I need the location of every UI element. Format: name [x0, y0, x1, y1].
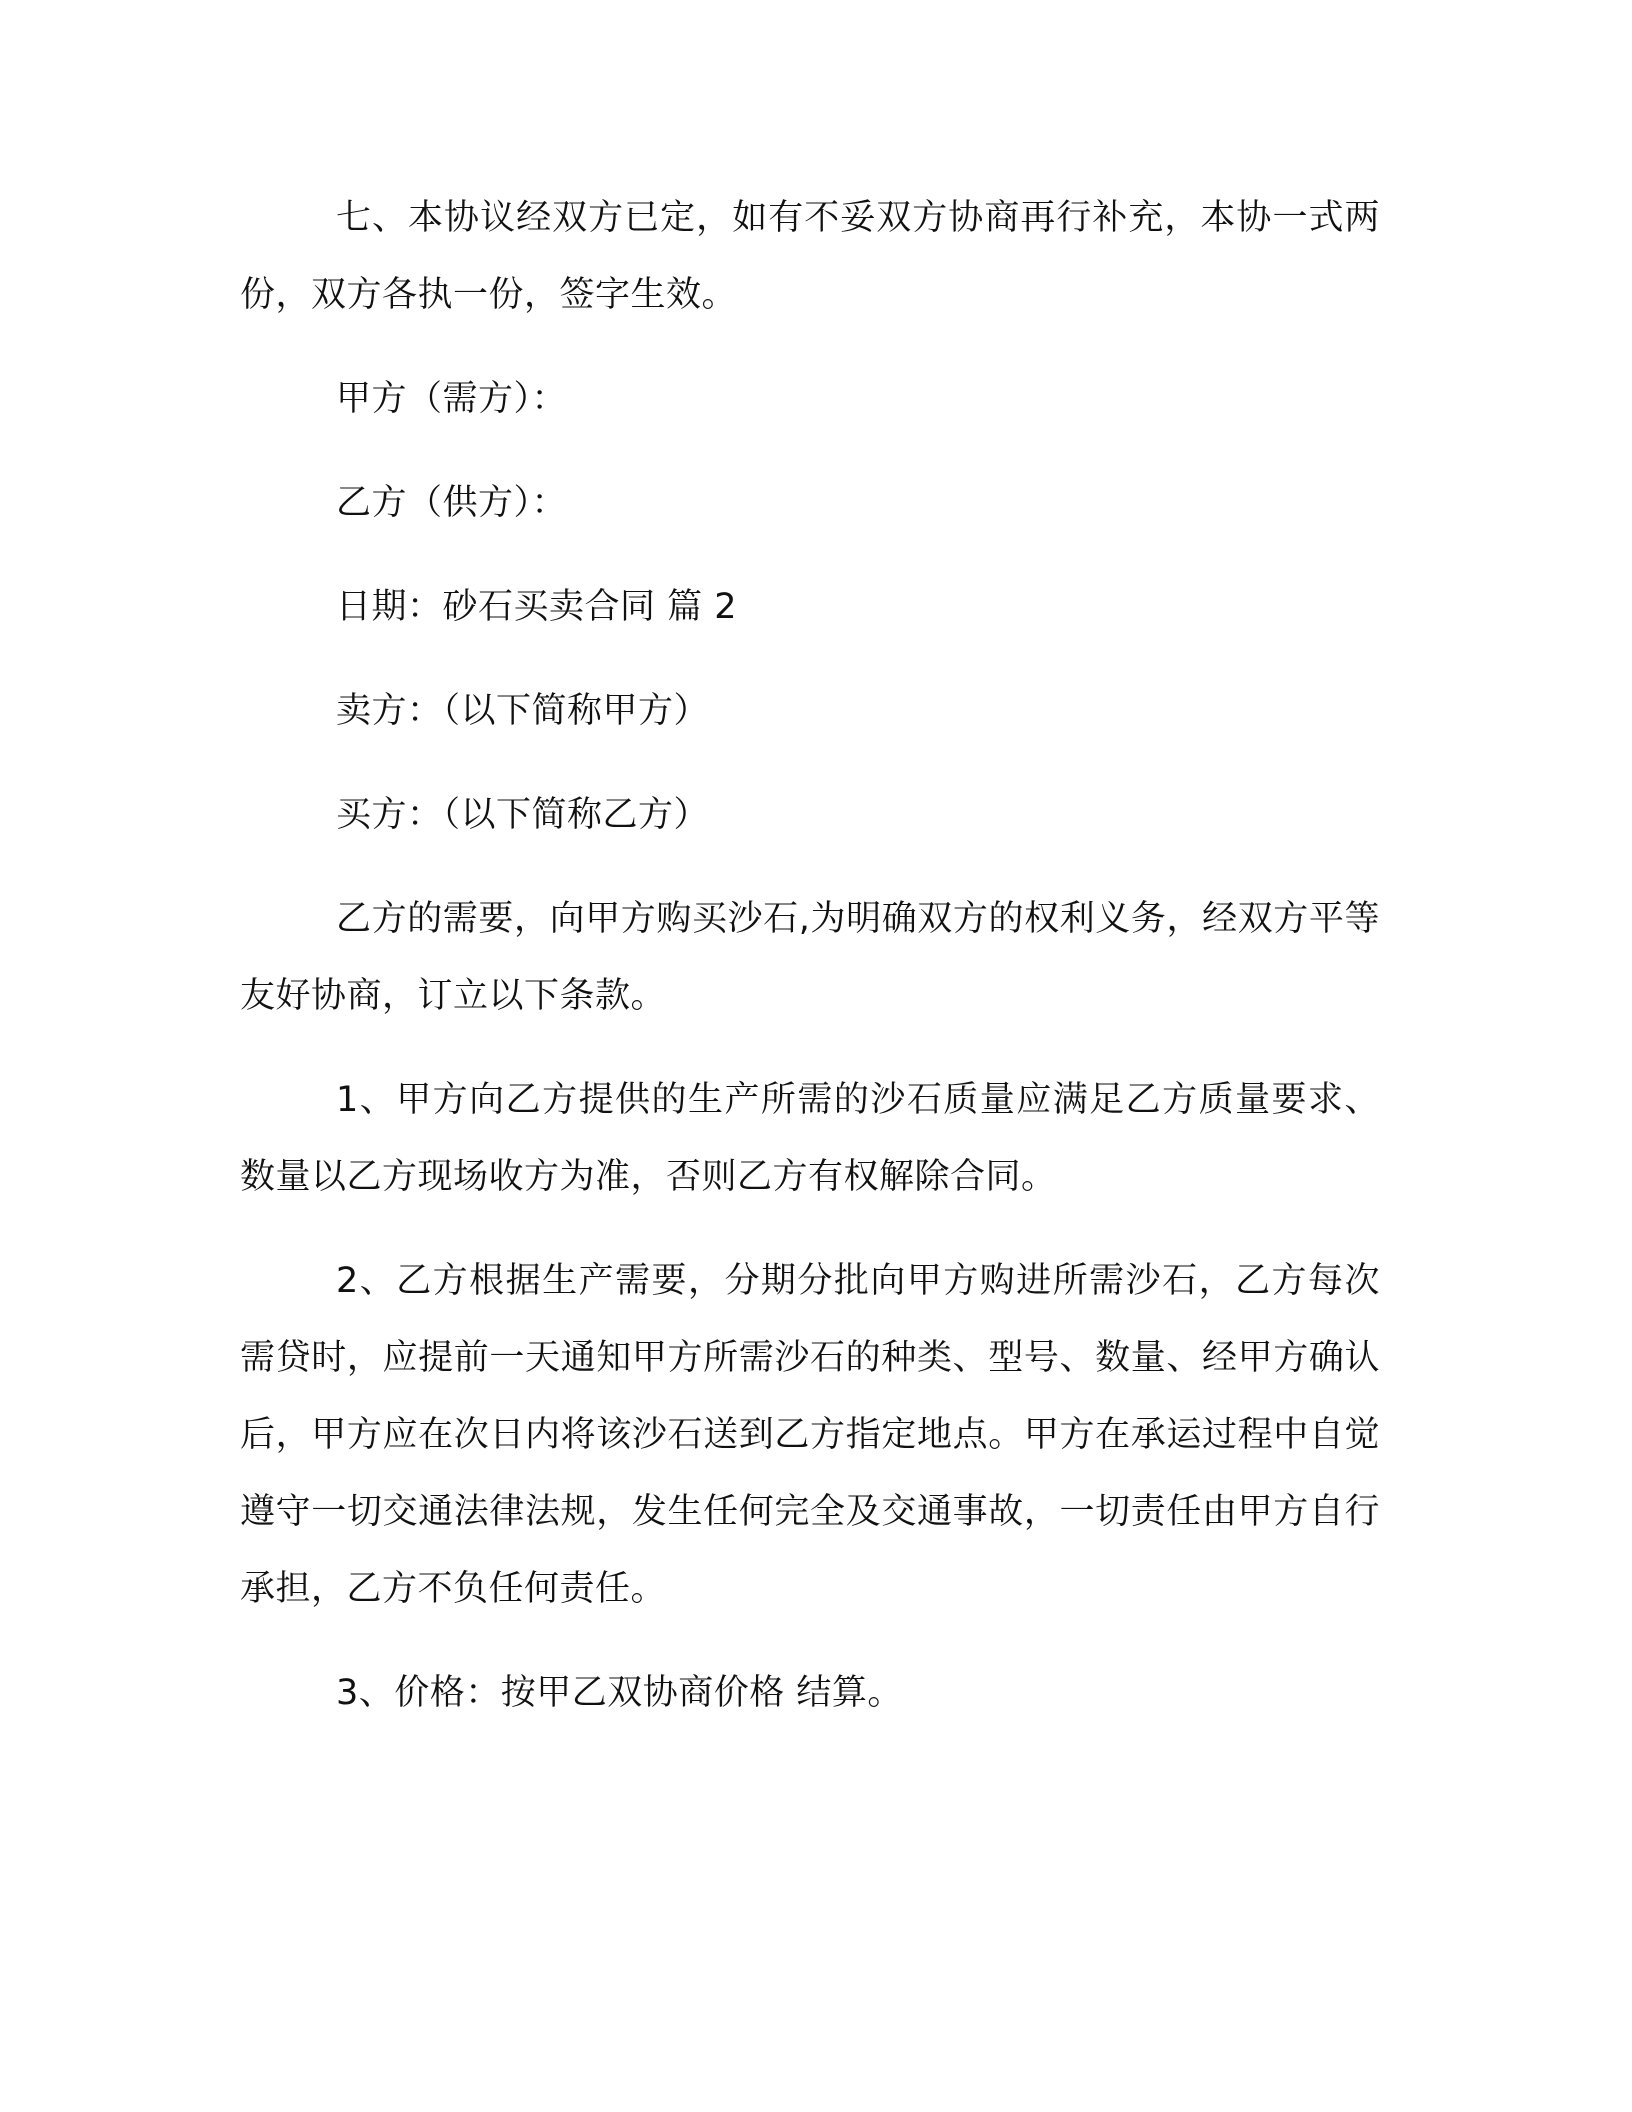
clause-three-paragraph: 3、价格：按甲乙双协商价格 结算。 [336, 1673, 903, 1713]
clause-one-paragraph: 1、甲方向乙方提供的生产所需的沙石质量应满足乙方质量要求、数量以乙方现场收方为准，否则乙方有权解除合同。 [240, 1080, 1380, 1197]
party-a-label: 甲方（需方）： [336, 379, 568, 419]
buyer-label: 买方：（以下简称乙方） [336, 795, 710, 835]
party-b-label: 乙方（供方）： [336, 483, 568, 523]
date-label: 日期：砂石买卖合同 篇 2 [336, 587, 738, 627]
seller-label: 卖方：（以下简称甲方） [336, 691, 710, 731]
clause-seven-paragraph: 七、本协议经双方已定，如有不妥双方协商再行补充，本协一式两份，双方各执一份，签字生效。 [240, 198, 1380, 315]
preamble-paragraph: 乙方的需要，向甲方购买沙石,为明确双方的权利义务，经双方平等友好协商，订立以下条款。 [240, 899, 1380, 1016]
clause-two-paragraph: 2、乙方根据生产需要，分期分批向甲方购进所需沙石，乙方每次需贷时，应提前一天通知甲方所需沙石的种类、型号、数量、经甲方确认后，甲方应在次日内将该沙石送到乙方指定地点。甲方在承运过程中自觉遵守一切交通法律法规，发生任何完全及交通事故，一切责任由甲方自行承担，乙方不负任何责任。 [240, 1261, 1380, 1609]
document-body [240, 180, 1380, 1759]
